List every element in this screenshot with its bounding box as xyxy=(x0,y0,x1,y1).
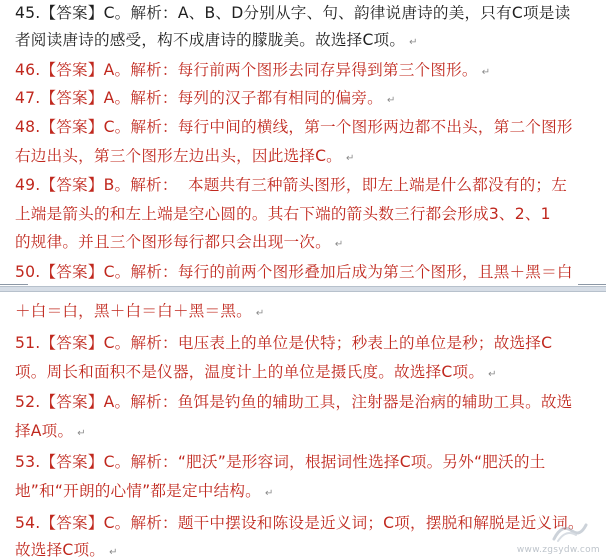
q45-line-2 xyxy=(15,30,601,53)
q53-line-2 xyxy=(15,481,601,504)
q53-line-1 xyxy=(15,452,601,472)
paragraph-mark-icon: ↵ xyxy=(481,67,491,78)
q48-line-2 xyxy=(15,146,601,169)
line-text: 54.【答案】C。解析：题干中摆设和陈设是近义词；C项，摆脱和解脱是近义词。 xyxy=(15,514,584,532)
line-text: 的规律。并且三个图形每行都只会出现一次。 xyxy=(15,233,331,251)
paragraph-mark-icon: ↵ xyxy=(488,369,497,380)
paragraph-mark-icon: ↵ xyxy=(109,547,118,558)
line-text: 48.【答案】C。解析：每行中间的横线，第一个图形两边都不出头，第二个图形 xyxy=(15,118,573,136)
q54-line-2 xyxy=(15,540,601,559)
line-text: 右边出头，第三个图形左边出头，因此选择C。 xyxy=(15,147,342,165)
line-text: 49.【答案】B。解析： 本题共有三种箭头图形，即左上端是什么都没有的；左 xyxy=(15,176,568,194)
line-text: 择A项。 xyxy=(15,422,74,440)
line-text: 故选择C项。 xyxy=(15,541,106,559)
line-text: 52.【答案】A。解析：鱼饵是钓鱼的辅助工具，注射器是治病的辅助工具。故选 xyxy=(15,393,573,411)
line-text: 50.【答案】C。解析：每行的前两个图形叠加后成为第三个图形，且黑＋黑＝白 xyxy=(15,263,573,281)
watermark-url: www.zgsydw.com xyxy=(516,545,600,555)
line-text: 46.【答案】A。解析：每行前两个图形去同存异得到第三个图形。 xyxy=(15,61,478,79)
line-text: 47.【答案】A。解析：每列的汉子都有相同的偏旁。 xyxy=(15,89,383,107)
paragraph-mark-icon: ↵ xyxy=(264,488,274,499)
page-bottom xyxy=(0,292,606,559)
q54-line-1 xyxy=(15,513,601,533)
paragraph-mark-icon: ↵ xyxy=(334,239,344,250)
line-text: 项。周长和面积不是仪器，温度计上的单位是摄氏度。故选择C项。 xyxy=(15,363,485,381)
q50-line-1 xyxy=(15,262,601,282)
q49-line-2 xyxy=(15,204,601,224)
q46-line-1 xyxy=(15,60,601,83)
q52-line-1 xyxy=(15,392,601,412)
q51-line-1 xyxy=(15,333,601,353)
paragraph-mark-icon: ↵ xyxy=(409,37,418,48)
paragraph-mark-icon: ↵ xyxy=(345,153,355,164)
line-text: 53.【答案】C。解析：“肥沃”是形容词，根据词性选择C项。另外“肥沃的土 xyxy=(15,453,546,471)
q52-line-2 xyxy=(15,421,601,444)
q49-line-3 xyxy=(15,232,601,255)
q50-line-2 xyxy=(15,301,601,324)
q45-line-1 xyxy=(15,3,601,23)
line-text: 51.【答案】C。解析：电压表上的单位是伏特；秒表上的单位是秒；故选择C xyxy=(15,334,553,352)
paragraph-mark-icon: ↵ xyxy=(77,428,86,439)
line-text: 上端是箭头的和左上端是空心圆的。其右下端的箭头数三行都会形成3、2、1 xyxy=(15,205,551,223)
line-text: 者阅读唐诗的感受，构不成唐诗的朦胧美。故选择C项。 xyxy=(15,31,406,49)
paragraph-mark-icon: ↵ xyxy=(255,308,265,319)
paragraph-mark-icon: ↵ xyxy=(386,95,396,106)
q49-line-1 xyxy=(15,175,601,195)
q51-line-2 xyxy=(15,362,601,385)
line-text: 地”和“开朗的心情”都是定中结构。 xyxy=(15,482,261,500)
line-text: ＋白＝白，黑＋白＝白＋黑＝黑。 xyxy=(15,302,252,320)
q47-line-1 xyxy=(15,88,601,111)
line-text: 45.【答案】C。解析：A、B、D分别从字、句、韵律说唐诗的美，只有C项是读 xyxy=(15,4,571,22)
q48-line-1 xyxy=(15,117,601,137)
